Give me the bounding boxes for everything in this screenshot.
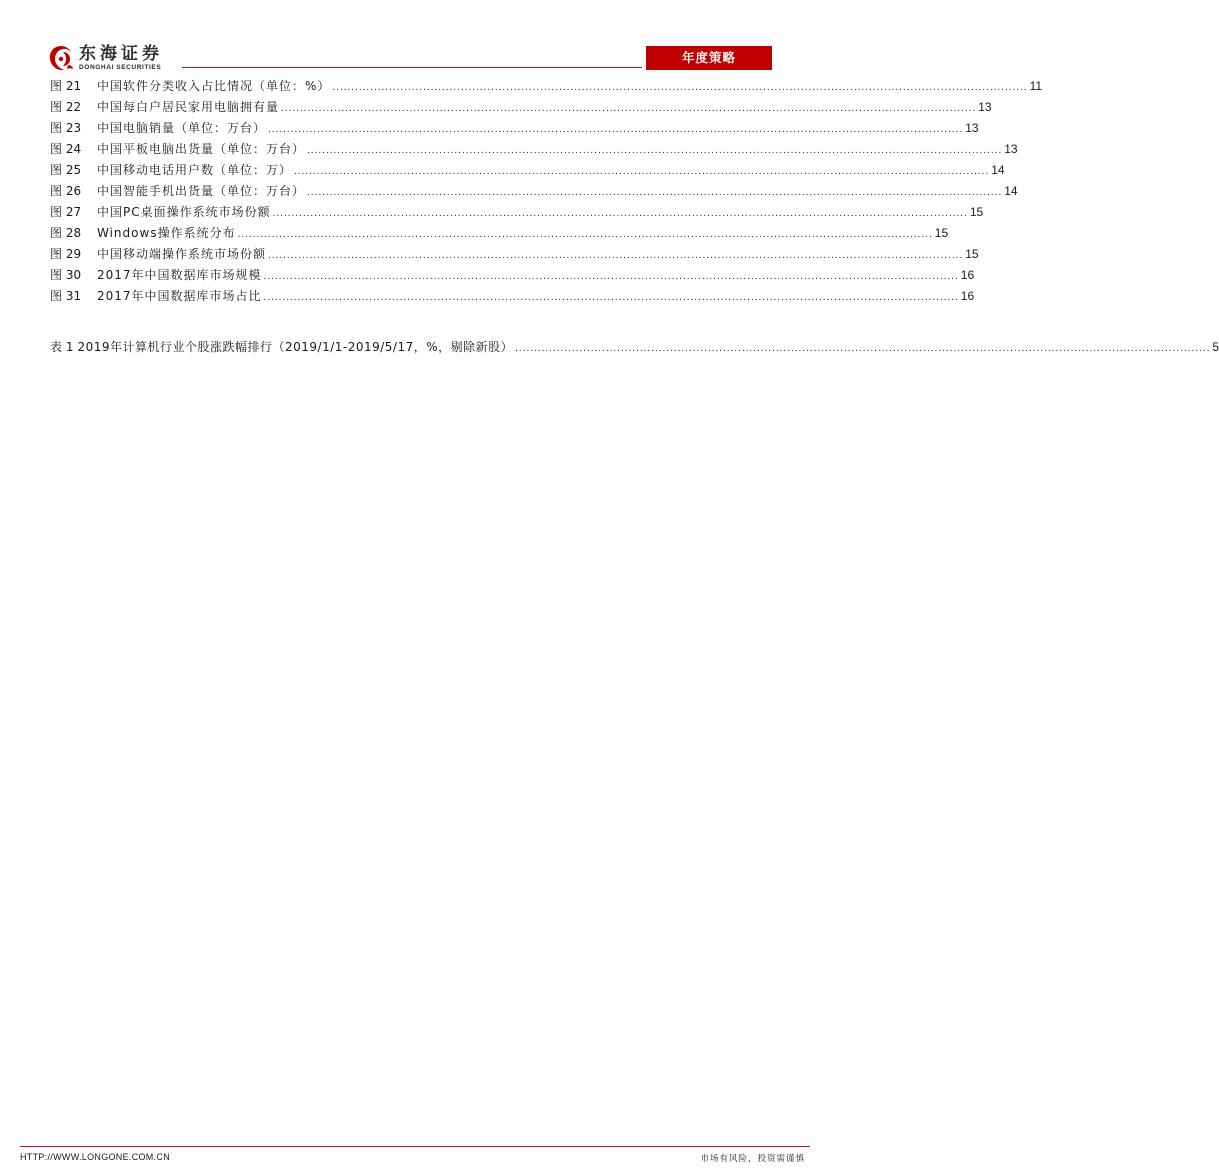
leader-dots: ........................................................................................................................................................................................ [268, 250, 964, 261]
figure-label: 图 29 [50, 247, 82, 261]
logo-chinese-name: 东海证券 [79, 44, 163, 64]
page-number: 13 [965, 121, 979, 135]
toc-entry[interactable] [50, 223, 949, 244]
figure-label: 图 24 [50, 142, 82, 156]
figure-label: 图 27 [50, 205, 82, 219]
footer-risk-disclaimer: 市场有风险，投资需谨慎 [700, 1154, 805, 1164]
figure-title: 中国平板电脑出货量（单位：万台） [97, 142, 306, 156]
table-label: 表 1 [50, 340, 74, 354]
figure-title: 2017年中国数据库市场规模 [97, 268, 262, 282]
figure-title: 中国移动端操作系统市场份额 [97, 247, 267, 261]
toc-table-entry[interactable] [50, 337, 1219, 358]
figure-label: 图 26 [50, 184, 82, 198]
page-number: 13 [1004, 142, 1018, 156]
leader-dots: ........................................................................................................................................................................................ [515, 343, 1211, 354]
figure-title: 中国PC桌面操作系统市场份额 [97, 205, 271, 219]
toc-entry[interactable] [50, 244, 979, 265]
figure-label: 图 23 [50, 121, 82, 135]
toc-entry[interactable] [50, 286, 975, 307]
figure-label: 图 31 [50, 289, 82, 303]
toc-entry[interactable] [50, 181, 1018, 202]
page-number: 14 [1004, 184, 1018, 198]
page-number: 13 [978, 100, 992, 114]
page-number: 15 [934, 226, 949, 240]
toc-entry[interactable] [50, 97, 992, 118]
leader-dots: ........................................................................................................................................................................................ [332, 82, 1028, 93]
page-number: 15 [969, 205, 984, 219]
figure-label: 图 30 [50, 268, 82, 282]
page-number: 5 [1212, 340, 1219, 354]
leader-dots: ........................................................................................................................................................................................ [307, 187, 1003, 198]
figure-title: 2017年中国数据库市场占比 [97, 289, 262, 303]
figure-title: 中国软件分类收入占比情况（单位：%） [97, 79, 331, 93]
page-header [0, 0, 827, 80]
figure-title: 中国电脑销量（单位：万台） [97, 121, 267, 135]
table-title: 2019年计算机行业个股涨跌幅排行（2019/1/1-2019/5/17，%，剔除新股） [77, 340, 514, 354]
toc-entry[interactable] [50, 202, 984, 223]
leader-dots: ........................................................................................................................................................................................ [307, 145, 1003, 156]
dragon-logo-icon [46, 44, 76, 74]
footer-divider [20, 1146, 810, 1147]
figure-title: 中国每白户居民家用电脑拥有量 [97, 100, 280, 114]
figure-label: 图 25 [50, 163, 82, 177]
leader-dots: ........................................................................................................................................................................................ [294, 166, 990, 177]
toc-entry[interactable] [50, 76, 1043, 97]
figure-title: Windows操作系统分布 [97, 226, 236, 240]
leader-dots: ........................................................................................................................................................................................ [268, 124, 964, 135]
page-number: 16 [960, 289, 975, 303]
company-logo [46, 44, 196, 74]
toc-entry[interactable] [50, 265, 975, 286]
leader-dots: ........................................................................................................................................................................................ [281, 103, 977, 114]
leader-dots: ........................................................................................................................................................................................ [263, 292, 959, 303]
figure-label: 图 22 [50, 100, 82, 114]
page-number: 14 [991, 163, 1005, 177]
figure-title: 中国智能手机出货量（单位：万台） [97, 184, 306, 198]
footer-website[interactable]: HTTP://WWW.LONGONE.COM.CN [20, 1152, 170, 1162]
page-number: 11 [1029, 79, 1043, 93]
figure-title: 中国移动电话用户数（单位：万） [97, 163, 293, 177]
page-number: 15 [965, 247, 979, 261]
toc-entry[interactable] [50, 118, 979, 139]
leader-dots: ........................................................................................................................................................................................ [237, 229, 933, 240]
leader-dots: ........................................................................................................................................................................................ [263, 271, 959, 282]
page-number: 16 [960, 268, 975, 282]
logo-english-name: DONGHAI SECURITIES [79, 64, 162, 71]
figure-label: 图 28 [50, 226, 82, 240]
leader-dots: ........................................................................................................................................................................................ [272, 208, 968, 219]
toc-entry[interactable] [50, 160, 1005, 181]
figure-label: 图 21 [50, 79, 82, 93]
report-type-badge: 年度策略 [646, 46, 772, 70]
toc-entry[interactable] [50, 139, 1018, 160]
header-divider [182, 67, 642, 68]
